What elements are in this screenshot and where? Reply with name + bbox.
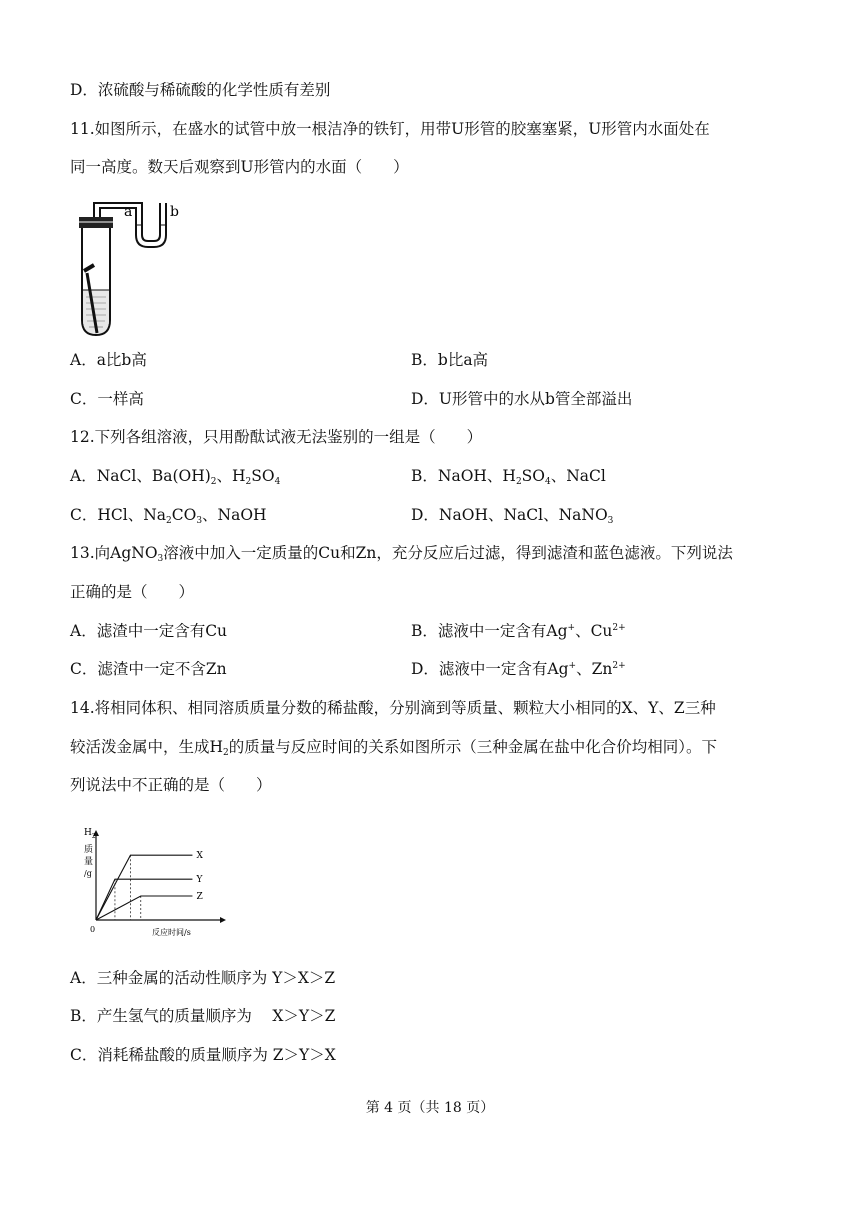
q12-option-d: D．NaOH、NaCl、NaNO$_3$ bbox=[411, 506, 614, 526]
q14-stem-line1: 14.将相同体积、相同溶质质量分数的稀盐酸，分别滴到等质量、颗粒大小相同的X、Y、Z三种 bbox=[70, 699, 716, 717]
q14-option-a: A．三种金属的活动性顺序为 Y＞X＞Z bbox=[70, 969, 336, 987]
q13-stem-line1: 13.向AgNO$_3$溶液中加入一定质量的Cu和Zn，充分反应后过滤，得到滤渣和蓝色滤液。下列说法 bbox=[70, 544, 733, 564]
series-line-y bbox=[96, 879, 192, 920]
q11-stem-line2: 同一高度。数天后观察到U形管内的水面（ ） bbox=[70, 158, 409, 176]
page-footer: 第 4 页（共 18 页） bbox=[365, 1100, 495, 1116]
y-axis-label-char1: 质 bbox=[84, 845, 94, 855]
y-axis-label-h: $H_2$ bbox=[84, 828, 96, 840]
q14-stem-line3: 列说法中不正确的是（ ） bbox=[70, 776, 272, 794]
q11-stem-line1: 11.如图所示，在盛水的试管中放一根洁净的铁钉，用带U形管的胶塞塞紧，U形管内水面处在 bbox=[70, 120, 710, 138]
series-label-y: Y bbox=[196, 875, 203, 886]
q12-option-b: B．NaOH、$H_2SO_4$、NaCl bbox=[411, 467, 606, 487]
q14-stem-line2: 较活泼金属中，生成$H_2$的质量与反应时间的关系如图所示（三种金属在盐中化合价均相同）。下 bbox=[70, 738, 718, 758]
fig-label-b: b bbox=[170, 204, 179, 220]
q12-stem: 12.下列各组溶液，只用酚酞试液无法鉴别的一组是（ ） bbox=[70, 428, 483, 446]
q11-option-a: A．a比b高 bbox=[70, 351, 147, 369]
q14-option-b: B．产生氢气的质量顺序为 X＞Y＞Z bbox=[70, 1007, 336, 1025]
x-axis-arrow bbox=[220, 917, 226, 923]
q12-option-c: C．HCl、$Na_2CO_3$、NaOH bbox=[70, 506, 267, 526]
x-axis-label: 反应时间/s bbox=[152, 928, 191, 937]
q13-stem-line2: 正确的是（ ） bbox=[70, 583, 195, 601]
q13-option-a: A．滤渣中一定含有Cu bbox=[70, 622, 228, 640]
q11-option-b: B．b比a高 bbox=[411, 351, 489, 369]
h2-mass-time-chart bbox=[70, 822, 240, 942]
test-tube-u-tube-figure bbox=[70, 195, 200, 340]
y-axis-label-unit: /g bbox=[84, 869, 92, 878]
q10-option-d: D．浓硫酸与稀硫酸的化学性质有差别 bbox=[70, 81, 331, 99]
q11-option-c: C．一样高 bbox=[70, 390, 144, 408]
series-label-x: X bbox=[196, 851, 203, 862]
q11-option-d: D．U形管中的水从b管全部溢出 bbox=[411, 390, 633, 408]
origin-label: 0 bbox=[90, 925, 96, 934]
fig-label-a: a bbox=[124, 204, 133, 220]
series-label-z: Z bbox=[196, 892, 203, 902]
q13-option-c: C．滤渣中一定不含Zn bbox=[70, 660, 227, 678]
q13-option-b: B．滤液中一定含有Ag+、$Cu^{2+}$ bbox=[411, 622, 626, 640]
q14-option-c: C．消耗稀盐酸的质量顺序为 Z＞Y＞X bbox=[70, 1046, 336, 1064]
y-axis-label-char2: 量 bbox=[84, 857, 94, 867]
series-line-z bbox=[96, 896, 192, 920]
q12-option-a: A．NaCl、$Ba(OH)_2$、$H_2SO_4$ bbox=[70, 467, 281, 487]
q13-option-d: D．滤液中一定含有Ag+、$Zn^{2+}$ bbox=[411, 660, 626, 678]
